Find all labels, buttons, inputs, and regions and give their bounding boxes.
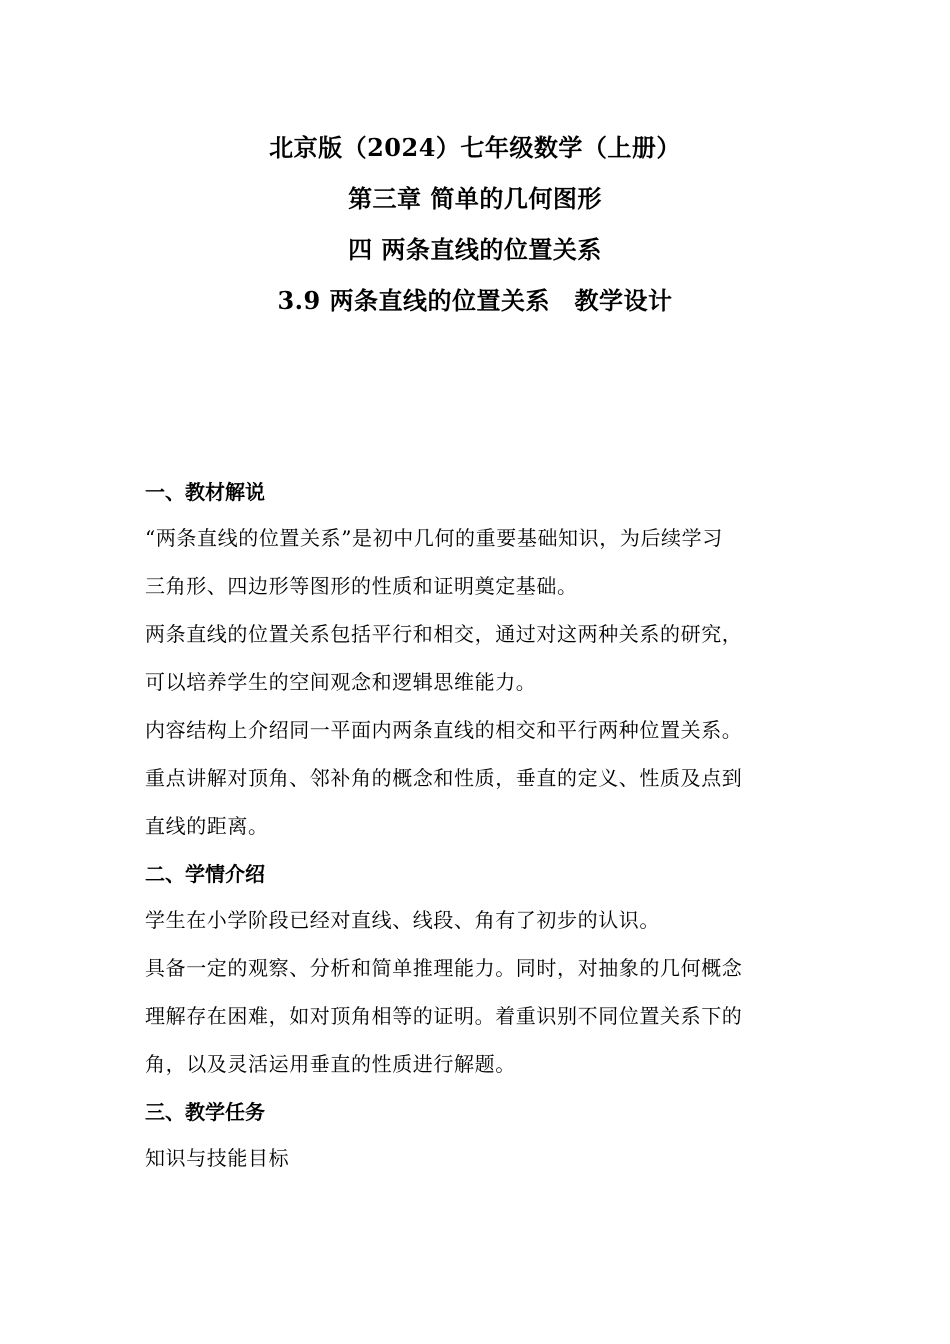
paragraph-line: 内容结构上介绍同一平面内两条直线的相交和平行两种位置关系。 [145,718,743,742]
paragraph-line: 直线的距离。 [145,814,269,838]
title-block [0,122,950,326]
section-heading: 二、学情介绍 [145,862,265,886]
lesson-title: 3.9 两条直线的位置关系 教学设计 [277,286,673,315]
chapter-title: 第三章 简单的几何图形 [348,184,602,213]
paragraph-line: 具备一定的观察、分析和简单推理能力。同时，对抽象的几何概念 [145,956,743,980]
section-heading: 一、教材解说 [145,480,265,504]
section-student-analysis [145,854,810,1084]
document-body [145,472,810,1186]
paragraph-line: 可以培养学生的空间观念和逻辑思维能力。 [145,670,537,694]
paragraph-line: 重点讲解对顶角、邻补角的概念和性质，垂直的定义、性质及点到 [145,766,743,790]
paragraph-line: 理解存在困难，如对顶角相等的证明。着重识别不同位置关系下的 [145,1004,743,1028]
paragraph-line: 学生在小学阶段已经对直线、线段、角有了初步的认识。 [145,908,660,932]
book-title: 北京版（2024）七年级数学（上册） [269,133,681,162]
paragraph-line: 角，以及灵活运用垂直的性质进行解题。 [145,1052,516,1076]
paragraph-line: 三角形、四边形等图形的性质和证明奠定基础。 [145,574,578,598]
section-heading: 三、教学任务 [145,1100,265,1124]
section-teaching-tasks [145,1092,810,1178]
paragraph-line: 两条直线的位置关系包括平行和相交，通过对这两种关系的研究， [145,622,743,646]
section-title: 四 两条直线的位置关系 [348,235,602,264]
paragraph-line: “两条直线的位置关系”是初中几何的重要基础知识，为后续学习 [145,526,723,550]
paragraph-line: 知识与技能目标 [145,1146,290,1170]
section-textbook-analysis [145,472,810,846]
